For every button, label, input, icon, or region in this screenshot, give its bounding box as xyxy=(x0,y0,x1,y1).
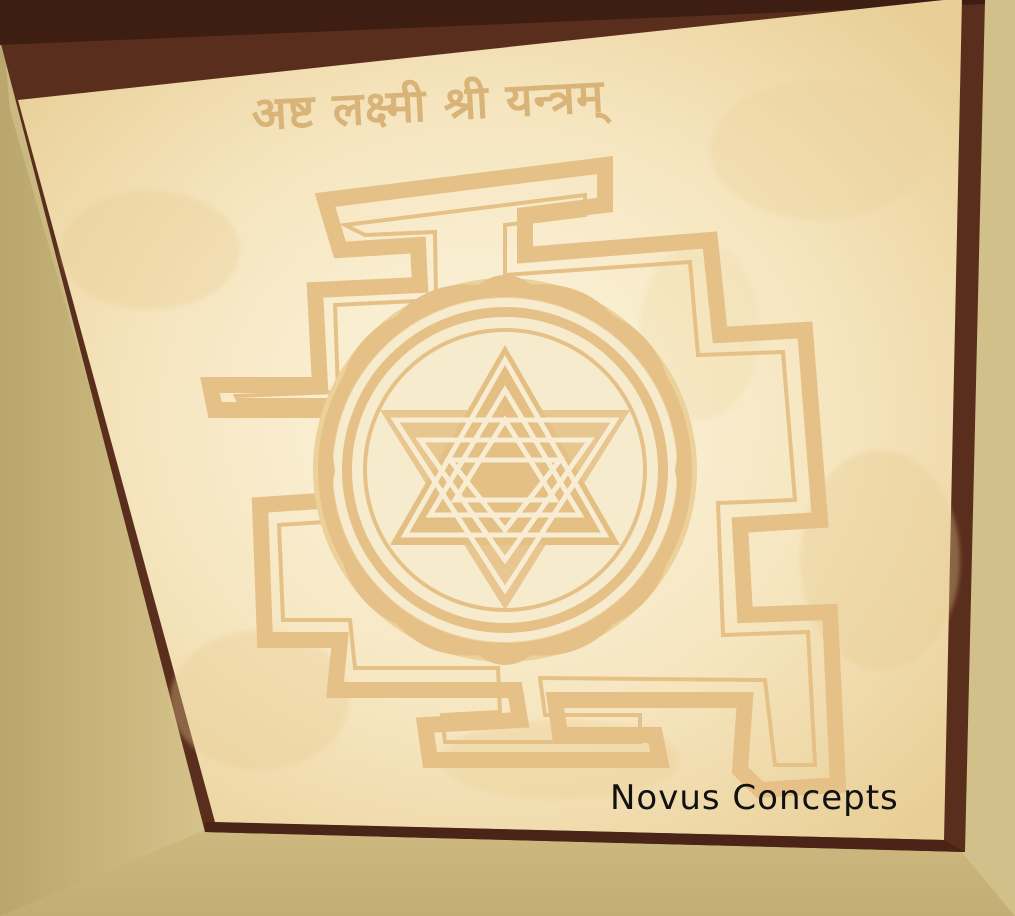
watermark-text: Novus Concepts xyxy=(610,778,899,818)
yantra-title: अष्ट लक्ष्मी श्री यन्त्रम् xyxy=(250,68,606,141)
